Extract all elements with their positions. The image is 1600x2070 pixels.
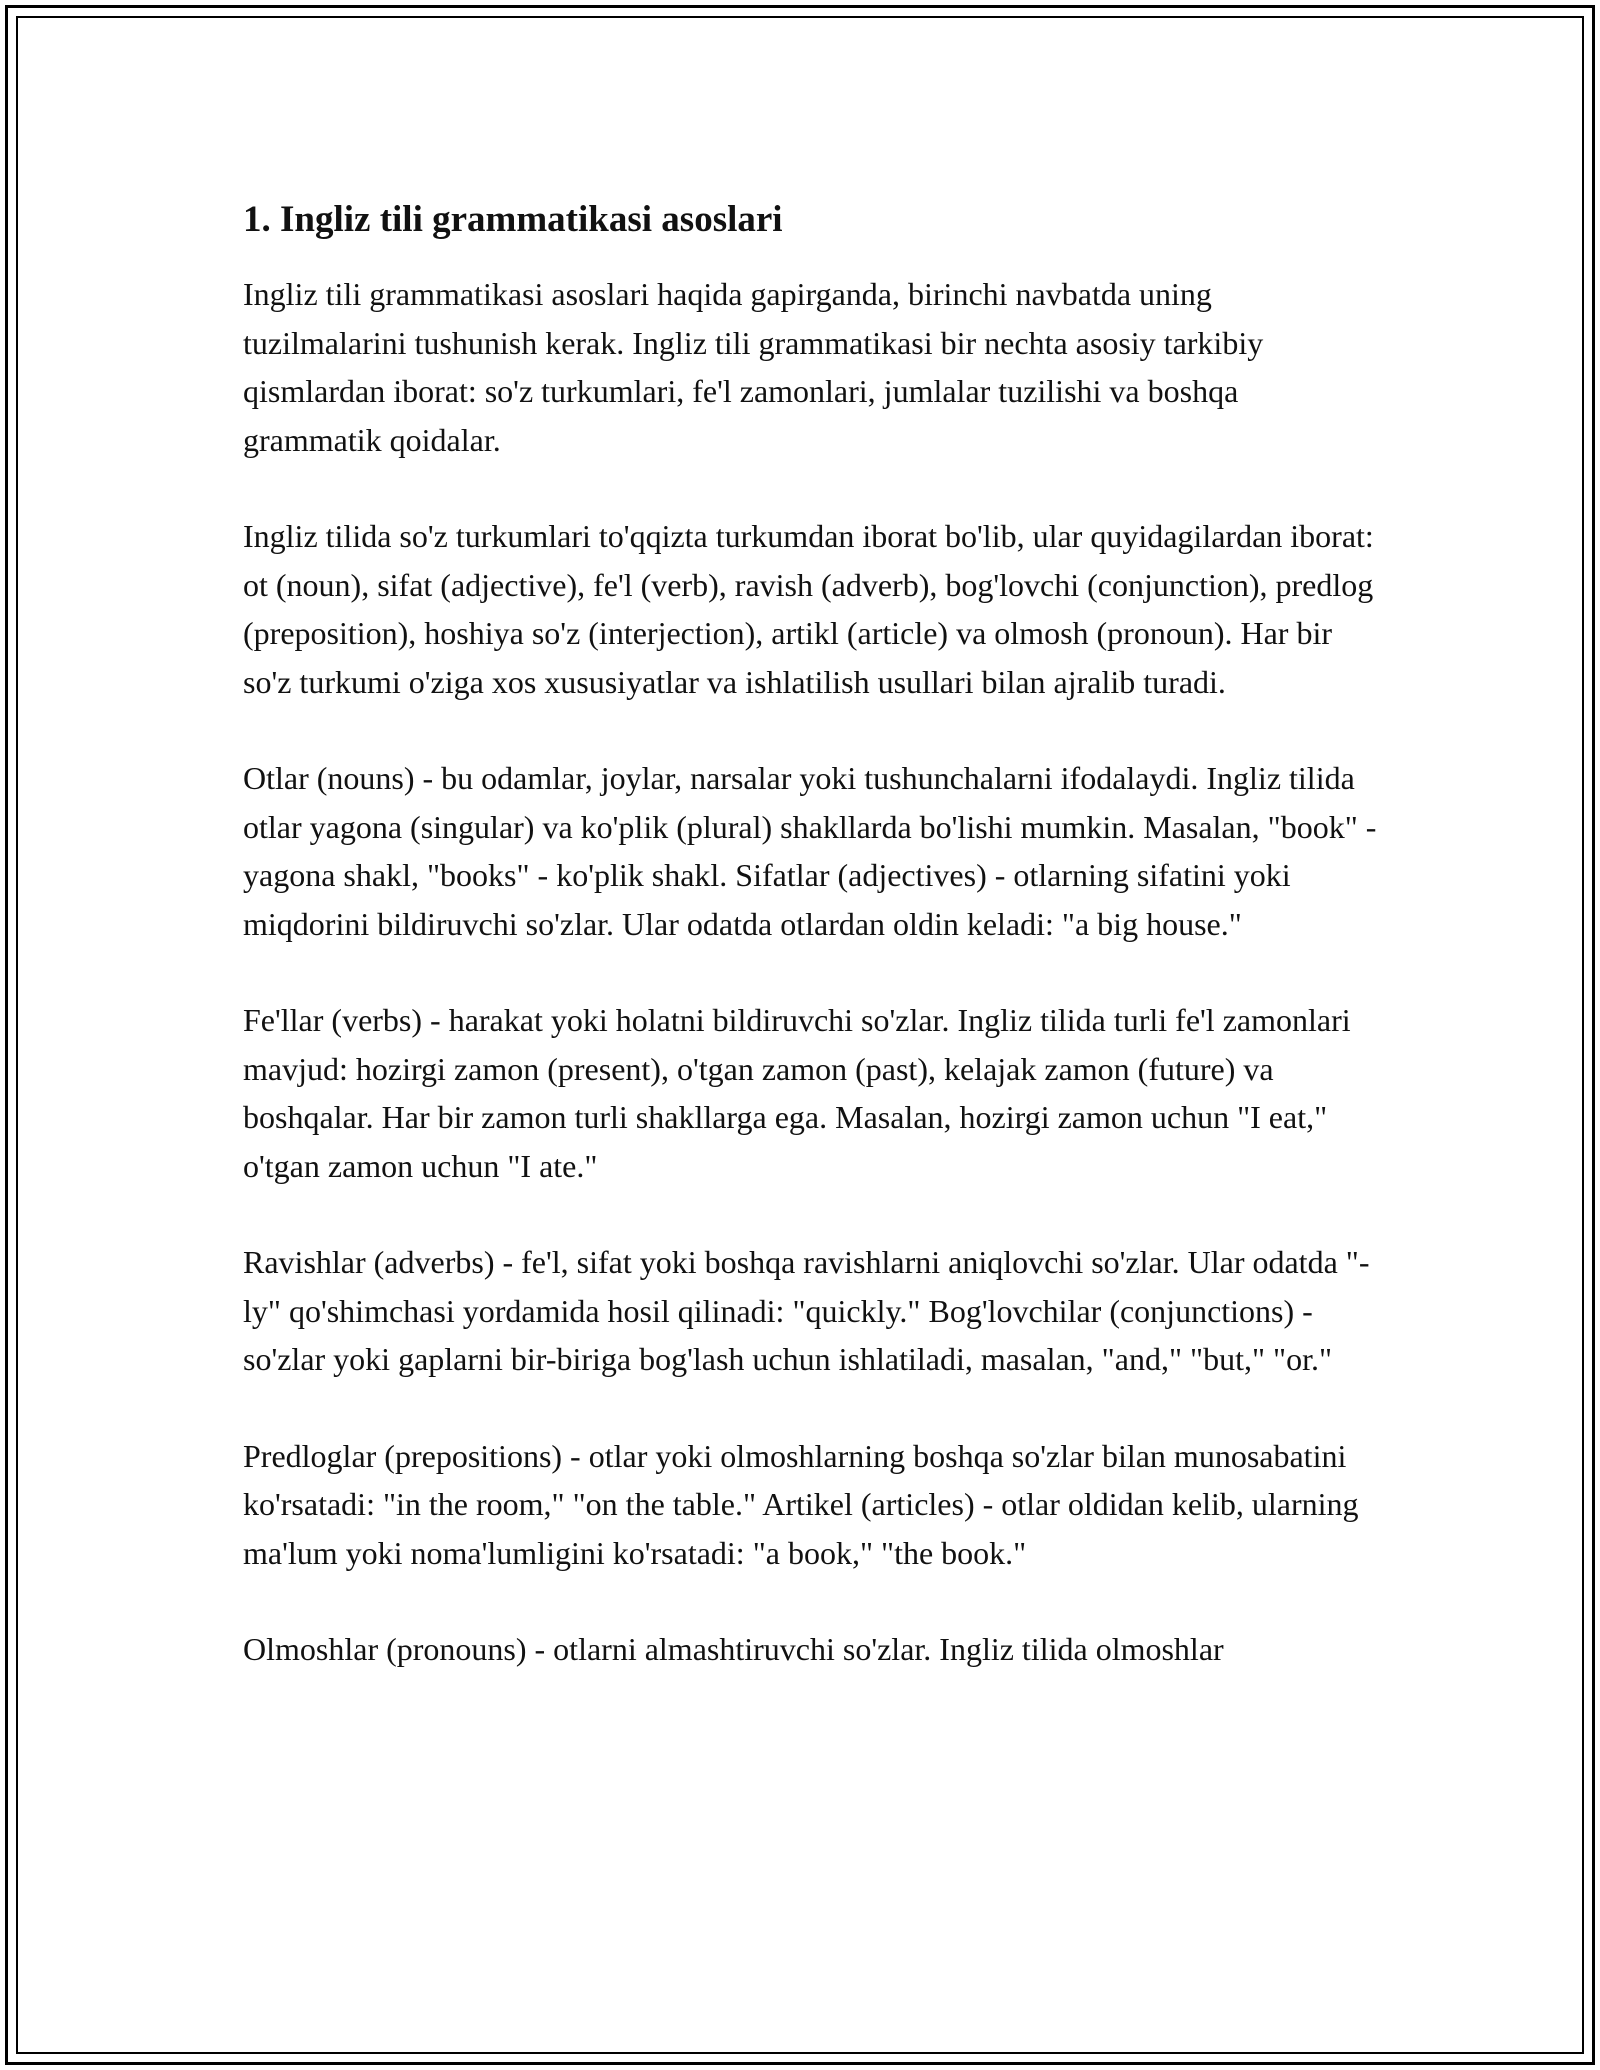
document-body [243, 194, 1383, 1722]
section-heading: 1. Ingliz tili grammatikasi asoslari [243, 199, 783, 240]
paragraph-parts-of-speech: Ingliz tilida so'z turkumlari to'qqizta turkumdan iborat bo'lib, ular quyidagilardan iborat: ot (noun), sifat (adjective), fe'l (verb), ravish (adverb), bog'lovchi (conjunction), predlog (preposition), hoshiya so'z (interjection), artikl (article) va olmosh (pronoun). Har bir so'z turkumi o'ziga xos xususiyatlar va ishlatilish usullari bilan ajralib turadi. [243, 518, 1374, 700]
paragraph-verbs: Fe'llar (verbs) - harakat yoki holatni bildiruvchi so'zlar. Ingliz tilida turli fe'l zamonlari mavjud: hozirgi zamon (present), o'tgan zamon (past), kelajak zamon (future) va boshqalar. Har bir zamon turli shakllarga ega. Masalan, hozirgi zamon uchun "I eat," o'tgan zamon uchun "I ate." [243, 1002, 1351, 1184]
paragraph-nouns-adjectives: Otlar (nouns) - bu odamlar, joylar, narsalar yoki tushunchalarni ifodalaydi. Ingliz tilida otlar yagona (singular) va ko'plik (plural) shakllarda bo'lishi mumkin. Masalan, "book" - yagona shakl, "books" - ko'plik shakl. Sifatlar (adjectives) - otlarning sifatini yoki miqdorini bildiruvchi so'zlar. Ular odatda otlardan oldin keladi: "a big house." [243, 760, 1377, 942]
paragraph-adverbs-conjunctions: Ravishlar (adverbs) - fe'l, sifat yoki boshqa ravishlarni aniqlovchi so'zlar. Ular odatda "-ly" qo'shimchasi yordamida hosil qilinadi: "quickly." Bog'lovchilar (conjunctions) - so'zlar yoki gaplarni bir-biriga bog'lash uchun ishlatiladi, masalan, "and," "but," "or." [243, 1244, 1370, 1377]
paragraph-prepositions-articles: Predloglar (prepositions) - otlar yoki olmoshlarning boshqa so'zlar bilan munosabatini ko'rsatadi: "in the room," "on the table." Artikel (articles) - otlar oldidan kelib, ularning ma'lum yoki noma'lumligini ko'rsatadi: "a book," "the book." [243, 1437, 1359, 1571]
page-border [5, 5, 1595, 2065]
paragraph-intro: Ingliz tili grammatikasi asoslari haqida gapirganda, birinchi navbatda uning tuzilmalarini tushunish kerak. Ingliz tili grammatikasi bir nechta asosiy tarkibiy qismlardan iborat: so'z turkumlari, fe'l zamonlari, jumlalar tuzilishi va boshqa grammatik qoidalar. [243, 276, 1264, 458]
paragraph-pronouns: Olmoshlar (pronouns) - otlarni almashtiruvchi so'zlar. Ingliz tilida olmoshlar [243, 1631, 1224, 1667]
